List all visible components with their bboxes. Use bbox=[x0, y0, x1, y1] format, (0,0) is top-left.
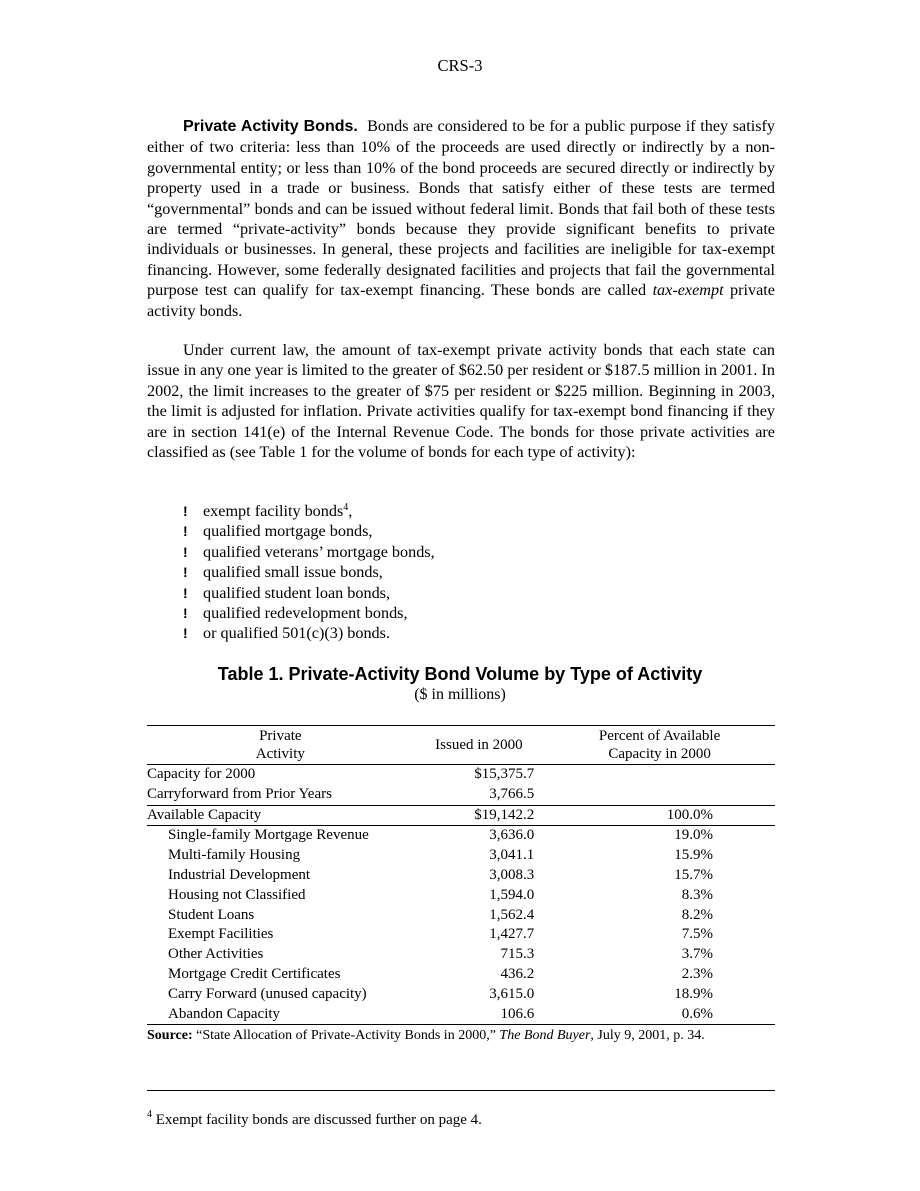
table-row: Industrial Development 3,008.3 15.7% bbox=[168, 866, 713, 883]
bullet-icon: ! bbox=[183, 503, 188, 519]
list-item: ! exempt facility bonds$^4$, bbox=[183, 502, 353, 520]
table-row: Capacity for 2000 $15,375.7 bbox=[147, 766, 535, 782]
table-subtitle: ($ in millions) bbox=[414, 686, 506, 703]
table-source-note: Source: “State Allocation of Private-Activity Bonds in 2000,” The Bond Buyer, July 9, 2001, p. 34. bbox=[147, 1028, 705, 1043]
bullet-icon: ! bbox=[183, 584, 188, 601]
footnote-text: Exempt facility bonds are discussed further on page 4. bbox=[152, 1112, 482, 1128]
table-row: Carryforward from Prior Years 3,766.5 bbox=[147, 785, 775, 805]
bullet-icon: ! bbox=[183, 543, 188, 560]
col-header-issued: Issued in 2000 bbox=[414, 726, 545, 765]
table-row: Multi-family Housing 3,041.1 15.9% bbox=[168, 847, 713, 864]
bullet-icon: ! bbox=[183, 523, 188, 540]
list-item: ! qualified student loan bonds, bbox=[183, 583, 391, 602]
list-item: ! qualified mortgage bonds, bbox=[183, 522, 373, 541]
footnote-divider bbox=[147, 1090, 775, 1091]
section-heading: Private Activity Bonds. bbox=[183, 118, 358, 135]
bullet-icon: ! bbox=[183, 564, 188, 581]
list-item: ! qualified veterans’ mortgage bonds, bbox=[183, 542, 435, 561]
para1-tail: private activity bonds. bbox=[147, 281, 775, 320]
source-publication: The Bond Buyer bbox=[499, 1028, 591, 1043]
col-header-activity: Private Activity bbox=[147, 726, 414, 765]
paragraph-private-activity-bonds bbox=[147, 116, 775, 321]
bond-volume-table bbox=[147, 725, 775, 1025]
para2-text: Under current law, the amount of tax-exempt private activity bonds that each state can issue in any one year is limited to the greater of $62.50 per resident or $187.5 million in 2001. In 2002, the limit increases to the greater of $75 per resident or $225 million. Beginning in 2003, the limit is adjusted for inflation. Private activities qualify for tax-exempt bond financing if they are in section 141(e) of the Internal Revenue Code. The bonds for those private activities are classified as (see Table 1 for the volume of bonds for each type of activity): bbox=[147, 341, 775, 462]
footnote-ref: 4 bbox=[343, 502, 349, 513]
table-row: Student Loans 1,562.4 8.2% bbox=[168, 906, 713, 923]
bullet-icon: ! bbox=[183, 625, 188, 642]
list-item: ! qualified small issue bonds, bbox=[183, 563, 383, 582]
list-item: ! qualified redevelopment bonds, bbox=[183, 603, 408, 622]
table-row: Single-family Mortgage Revenue 3,636.0 19.0% bbox=[168, 827, 713, 844]
table-row: Housing not Classified 1,594.0 8.3% bbox=[168, 886, 713, 903]
paragraph-current-law bbox=[147, 340, 775, 462]
page-header: CRS-3 bbox=[437, 56, 483, 75]
para1-italic: tax-exempt bbox=[652, 281, 724, 300]
footnote-mark: 4 bbox=[147, 1109, 152, 1120]
table-row: Carry Forward (unused capacity) 3,615.0 18.9% bbox=[168, 985, 713, 1002]
table-header-row bbox=[147, 726, 775, 765]
table-row: Abandon Capacity 106.6 0.6% bbox=[147, 1005, 775, 1025]
source-label: Source: bbox=[147, 1028, 193, 1043]
table-row: Other Activities 715.3 3.7% bbox=[168, 946, 713, 963]
table-row: Available Capacity $19,142.2 100.0% bbox=[147, 805, 775, 826]
col-header-percent: Percent of Available Capacity in 2000 bbox=[544, 726, 775, 765]
table-title: Table 1. Private-Activity Bond Volume by Type of Activity bbox=[217, 664, 703, 684]
list-item: ! or qualified 501(c)(3) bonds. bbox=[183, 624, 391, 643]
footnote bbox=[147, 1109, 482, 1129]
bullet-icon: ! bbox=[183, 604, 188, 621]
table-row: Exempt Facilities 1,427.7 7.5% bbox=[168, 926, 713, 943]
bond-type-list bbox=[183, 501, 435, 644]
para1-text: Bonds are considered to be for a public purpose if they satisfy either of two criteria: less than 10% of the proceeds are used directly or indirectly by a non-governmental entity; or less than 10% of the bond proceeds are secured directly or indirectly by property used in a trade or business. Bonds that satisfy either of these tests are termed “governmental” bonds and can be issued without federal limit. Bonds that fail both of these tests are termed “private-activity” bonds because they provide significant benefits to private individuals or businesses. In general, these projects and facilities are ineligible for tax-exempt financing. However, some federally designated facilities and projects that fail the governmental purpose test can qualify for tax-exempt financing. These bonds are called bbox=[147, 117, 775, 300]
table-row: Mortgage Credit Certificates 436.2 2.3% bbox=[168, 965, 713, 982]
